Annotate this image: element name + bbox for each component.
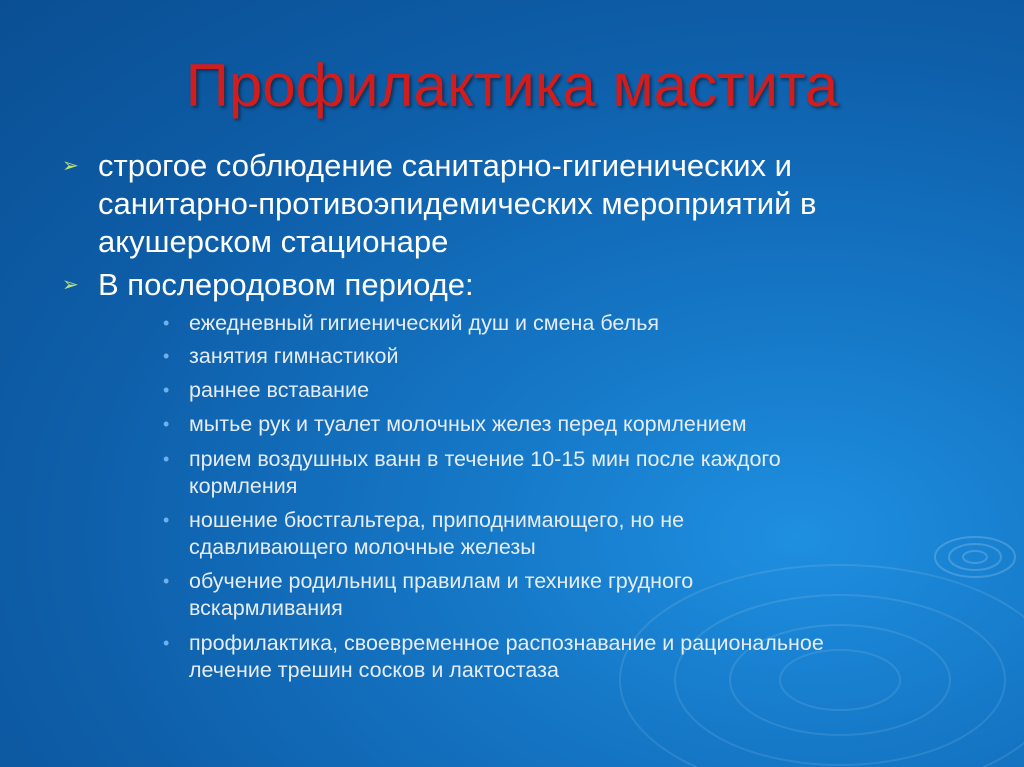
- dot-bullet-icon: •: [163, 571, 170, 591]
- subbullet-line: лечение трешин сосков и лактостаза: [189, 658, 559, 682]
- dot-bullet-icon: •: [163, 633, 170, 653]
- subbullet-line: вскармливания: [189, 596, 343, 620]
- dot-bullet-icon: •: [163, 346, 170, 366]
- bullet-line: санитарно-противоэпидемических мероприятий в: [98, 186, 817, 221]
- subbullet-prevention-treatment: [163, 630, 824, 684]
- subbullet-breastfeeding-training: [163, 568, 693, 622]
- subbullet-text: [189, 377, 369, 404]
- bullet-sanitary-measures: [62, 147, 817, 261]
- bullet-line: строгое соблюдение санитарно-гигиенических и: [98, 148, 792, 183]
- subbullet-line: ежедневный гигиенический душ и смена белья: [189, 311, 660, 335]
- subbullet-line: прием воздушных ванн в течение 10-15 мин после каждого: [189, 447, 781, 471]
- subbullet-text: [189, 310, 659, 337]
- dot-bullet-icon: •: [163, 414, 170, 434]
- bullet-line: акушерском стационаре: [98, 224, 449, 259]
- subbullet-line: сдавливающего молочные железы: [189, 535, 536, 559]
- subbullet-text: [189, 630, 824, 684]
- subbullet-line: ношение бюстгальтера, приподнимающего, но не: [189, 508, 685, 532]
- subbullet-line: занятия гимнастикой: [189, 344, 399, 368]
- subbullet-hand-washing: [163, 411, 747, 438]
- subbullet-bra: [163, 507, 684, 561]
- subbullet-line: мытье рук и туалет молочных желез перед кормлением: [189, 412, 747, 436]
- subbullet-air-baths: [163, 446, 781, 500]
- bullet-text: [98, 266, 474, 304]
- dot-bullet-icon: •: [163, 449, 170, 469]
- arrow-bullet-icon: ➢: [62, 274, 79, 296]
- subbullet-text: [189, 568, 693, 622]
- ripple-small: [935, 537, 1015, 577]
- subbullet-line: обучение родильниц правилам и технике грудного: [189, 569, 694, 593]
- subbullet-gymnastics: [163, 343, 399, 370]
- subbullet-hygiene-shower: [163, 310, 659, 337]
- dot-bullet-icon: •: [163, 380, 170, 400]
- bullet-postpartum-period: [62, 266, 474, 305]
- subbullet-early-rising: [163, 377, 369, 404]
- subbullet-text: [189, 507, 684, 561]
- subbullet-text: [189, 446, 781, 500]
- bullet-line: В послеродовом периоде:: [98, 267, 474, 302]
- subbullet-line: кормления: [189, 474, 298, 498]
- subbullet-line: профилактика, своевременное распознавание и рациональное: [189, 631, 824, 655]
- slide-title: Профилактика мастита: [185, 52, 839, 119]
- dot-bullet-icon: •: [163, 510, 170, 530]
- dot-bullet-icon: •: [163, 313, 170, 333]
- subbullet-text: [189, 411, 747, 438]
- subbullet-text: [189, 343, 399, 370]
- arrow-bullet-icon: ➢: [62, 155, 79, 177]
- subbullet-line: раннее вставание: [189, 378, 370, 402]
- bullet-text: [98, 147, 817, 261]
